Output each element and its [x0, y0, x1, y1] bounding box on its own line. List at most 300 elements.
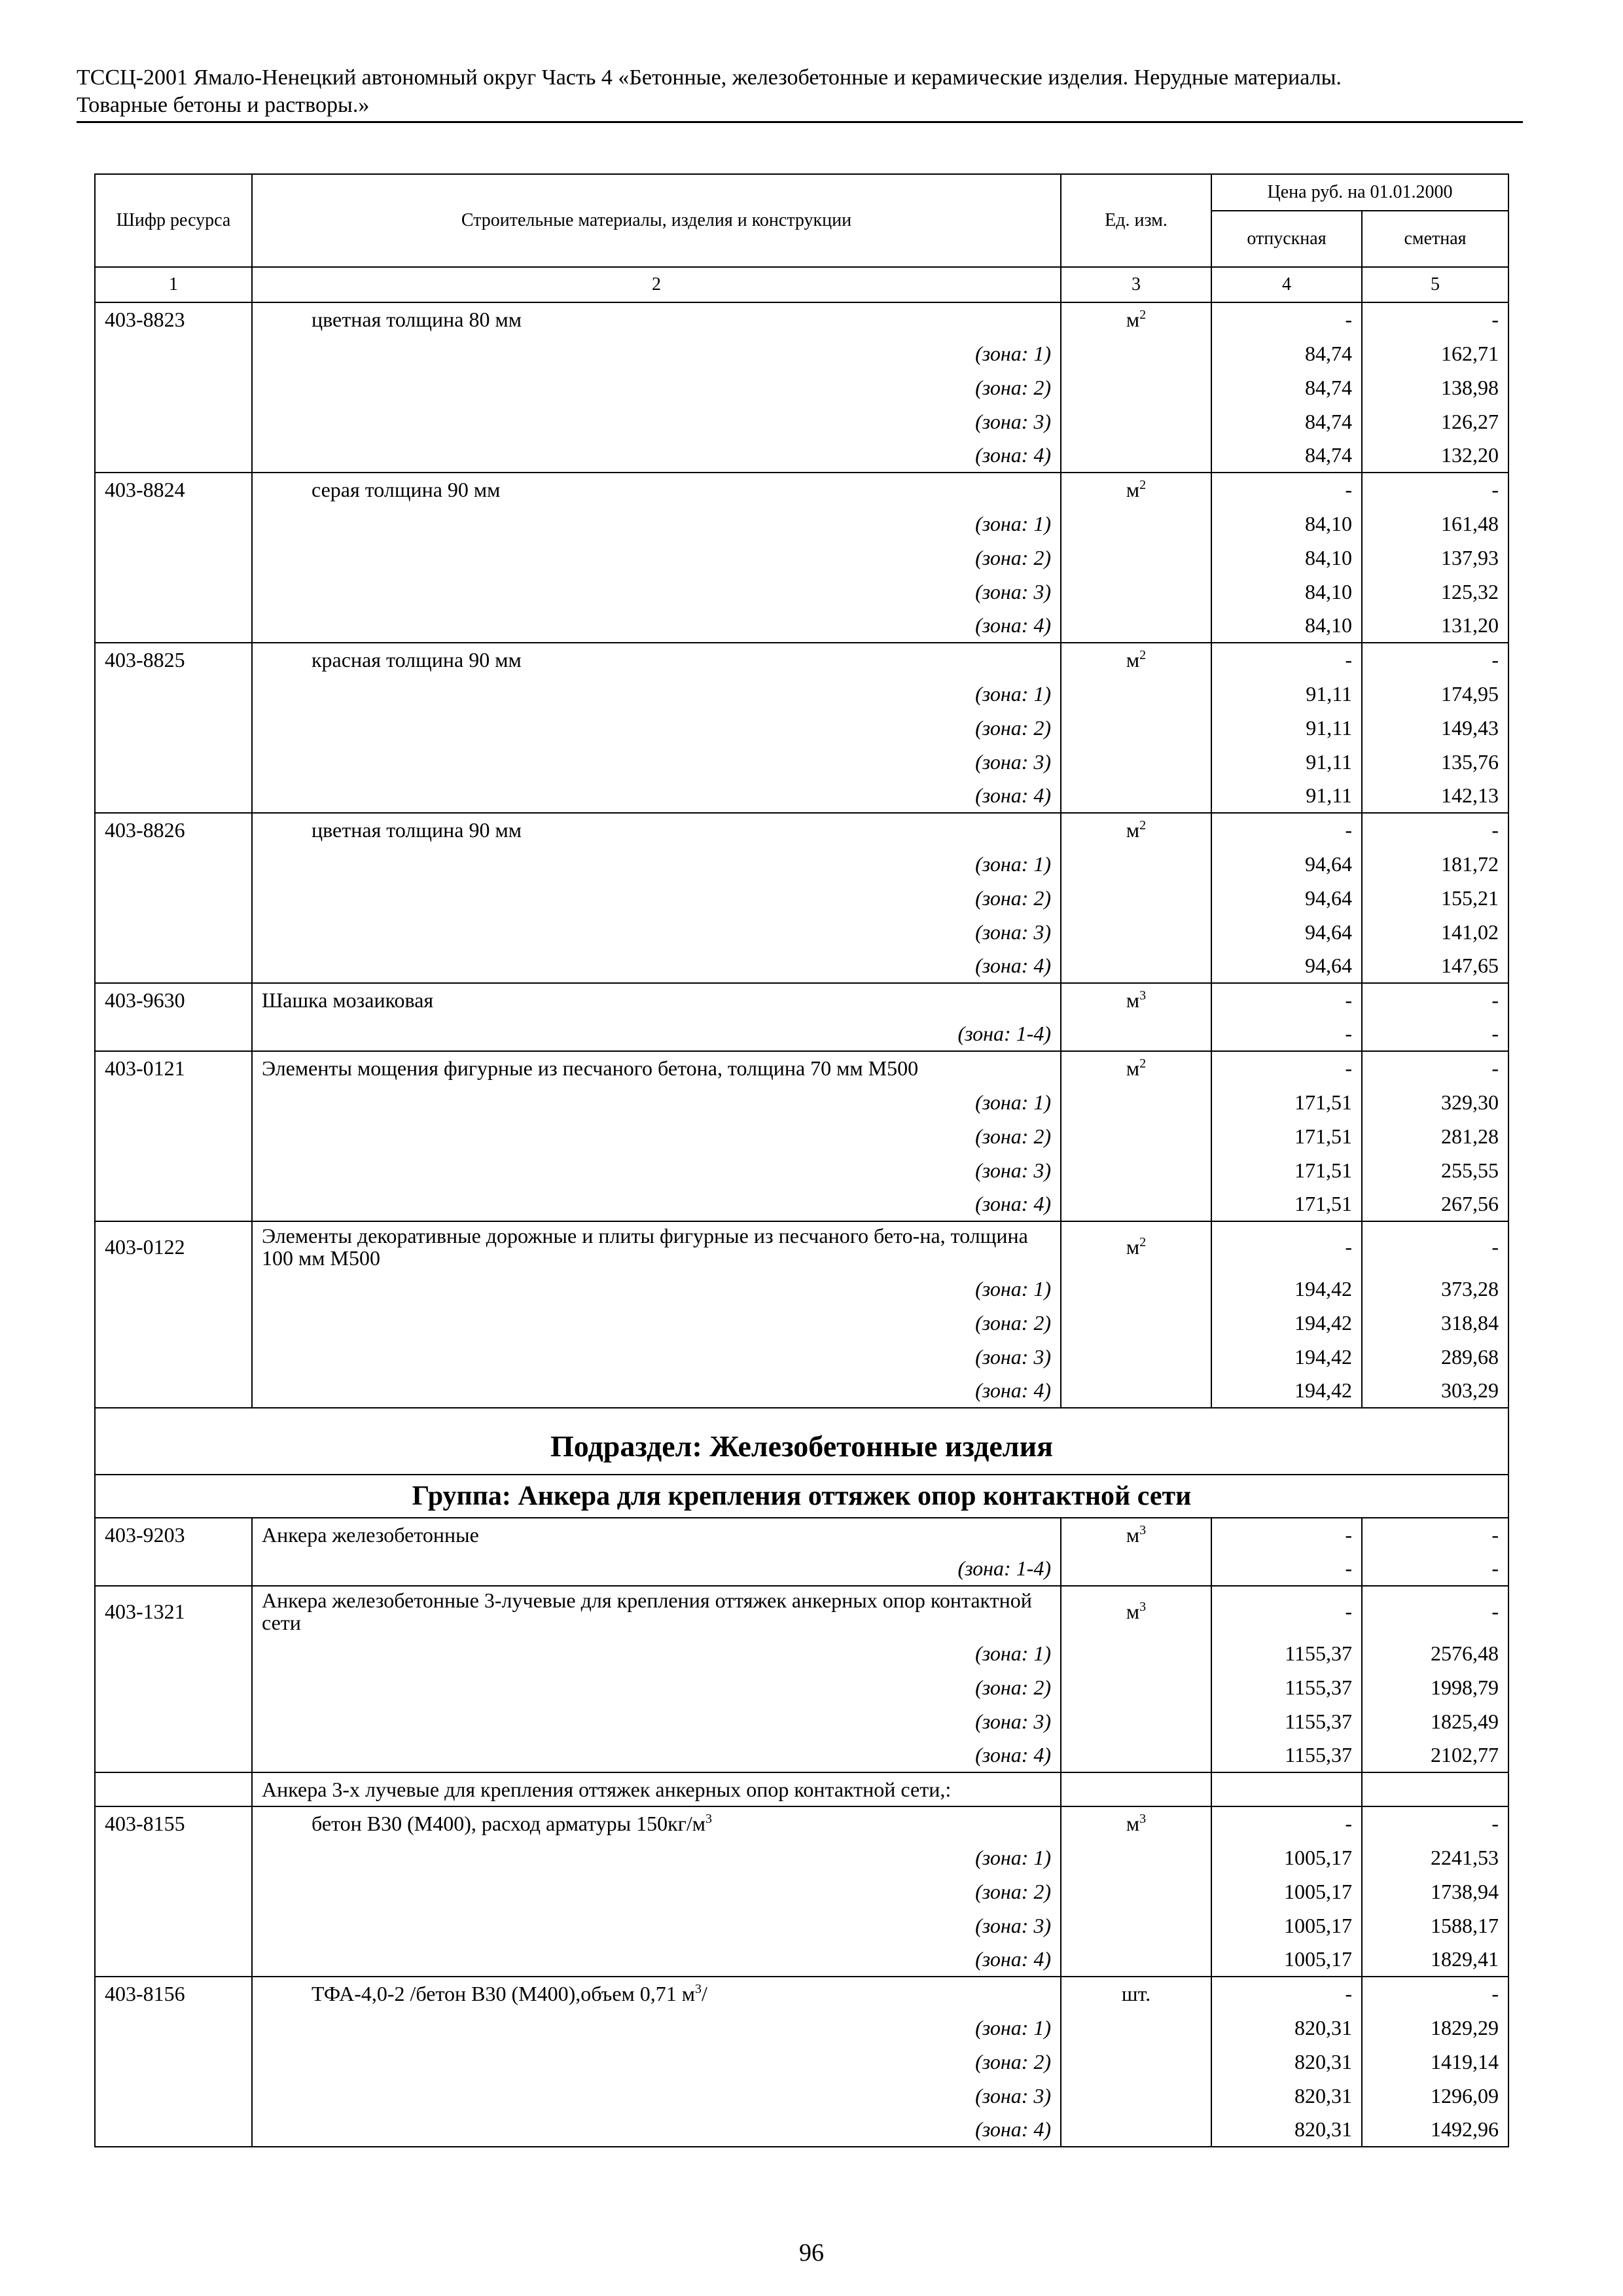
material-name-tail: /	[702, 1982, 707, 2005]
material-name-text: (зона: 2)	[975, 375, 1051, 399]
price-estimate: 161,48	[1362, 507, 1508, 541]
price-release: 1005,17	[1211, 1909, 1362, 1943]
unit-of-measure	[1061, 1518, 1211, 1552]
material-name-text: (зона: 4)	[975, 1947, 1051, 1971]
unit-of-measure	[1061, 813, 1211, 847]
resource-code	[95, 1017, 252, 1051]
price-release: 194,42	[1211, 1374, 1362, 1408]
unit-of-measure	[1061, 1552, 1211, 1586]
resource-code	[95, 1772, 252, 1806]
unit-of-measure	[1061, 1943, 1211, 1977]
material-name-text: (зона: 1)	[975, 1845, 1051, 1869]
unit-of-measure	[1061, 541, 1211, 575]
price-estimate: 181,72	[1362, 847, 1508, 881]
zone-label	[252, 847, 1061, 881]
zone-row	[95, 677, 1508, 711]
price-release: -	[1211, 1806, 1362, 1840]
unit-of-measure	[1061, 1187, 1211, 1221]
column-number: 4	[1211, 267, 1362, 302]
table-row	[95, 1977, 1508, 2011]
zone-row	[95, 2045, 1508, 2079]
zone-label	[252, 1738, 1061, 1772]
unit-of-measure	[1061, 847, 1211, 881]
price-estimate: 126,27	[1362, 404, 1508, 439]
material-name-text: (зона: 2)	[975, 1675, 1051, 1699]
table-row	[95, 302, 1508, 336]
unit-of-measure	[1061, 949, 1211, 983]
zone-row	[95, 881, 1508, 915]
price-release: 820,31	[1211, 2079, 1362, 2113]
resource-code	[95, 847, 252, 881]
material-name-text: серая толщина 90 мм	[312, 478, 501, 501]
price-estimate: 142,13	[1362, 779, 1508, 813]
zone-label	[252, 1874, 1061, 1909]
material-name	[252, 1977, 1061, 2011]
price-estimate: 149,43	[1362, 711, 1508, 745]
resource-code: 403-1321	[95, 1586, 252, 1636]
zone-row	[95, 1943, 1508, 1977]
zone-row	[95, 336, 1508, 370]
zone-label	[252, 711, 1061, 745]
unit-of-measure	[1061, 1051, 1211, 1085]
price-estimate: 138,98	[1362, 370, 1508, 404]
price-estimate: -	[1362, 1806, 1508, 1840]
price-release: 84,10	[1211, 609, 1362, 643]
zone-label	[252, 1119, 1061, 1153]
unit-of-measure	[1061, 1977, 1211, 2011]
group-title: Группа: Анкера для крепления оттяжек опор контактной сети	[95, 1475, 1508, 1518]
zone-row	[95, 1738, 1508, 1772]
zone-row	[95, 1909, 1508, 1943]
price-release: -	[1211, 1552, 1362, 1586]
material-name-text: Элементы мощения фигурные из песчаного бетона, толщина 70 мм М500	[262, 1056, 919, 1080]
price-release: 94,64	[1211, 847, 1362, 881]
material-name	[252, 1051, 1061, 1085]
material-name-text: (зона: 3)	[975, 920, 1051, 944]
table-row	[95, 1518, 1508, 1552]
resource-code	[95, 609, 252, 643]
resource-code	[95, 1874, 252, 1909]
zone-label	[252, 1306, 1061, 1340]
zone-label	[252, 1636, 1061, 1670]
price-release: 84,74	[1211, 404, 1362, 439]
zone-row	[95, 915, 1508, 949]
resource-code	[95, 1636, 252, 1670]
unit-of-measure	[1061, 1272, 1211, 1306]
unit-superscript: 2	[1139, 308, 1147, 322]
price-estimate: 147,65	[1362, 949, 1508, 983]
material-name-text: цветная толщина 80 мм	[312, 308, 522, 331]
unit-text: м	[1126, 1523, 1140, 1547]
column-numbers-row	[95, 267, 1508, 302]
subsection-title: Подраздел: Железобетонные изделия	[95, 1408, 1508, 1475]
document-header	[77, 64, 1523, 119]
unit-superscript: 3	[1139, 1599, 1147, 1614]
resource-code	[95, 1909, 252, 1943]
price-release: -	[1211, 1051, 1362, 1085]
price-release: 84,74	[1211, 439, 1362, 473]
resource-code	[95, 1552, 252, 1586]
resource-code	[95, 439, 252, 473]
zone-label	[252, 575, 1061, 609]
resource-code	[95, 507, 252, 541]
zone-label	[252, 1340, 1061, 1374]
material-name-text: (зона: 1)	[975, 1090, 1051, 1114]
unit-of-measure	[1061, 2079, 1211, 2113]
zone-label	[252, 1909, 1061, 1943]
price-release: -	[1211, 1221, 1362, 1272]
material-name-text: Анкера железобетонные	[262, 1523, 479, 1547]
material-name-text: (зона: 1)	[975, 681, 1051, 706]
unit-of-measure	[1061, 1221, 1211, 1272]
price-release: 1005,17	[1211, 1874, 1362, 1909]
material-name-text: (зона: 3)	[975, 749, 1051, 774]
unit-of-measure	[1061, 1085, 1211, 1119]
unit-of-measure	[1061, 336, 1211, 370]
unit-of-measure	[1061, 1017, 1211, 1051]
resource-code	[95, 404, 252, 439]
price-release: 84,74	[1211, 370, 1362, 404]
price-release: 1005,17	[1211, 1840, 1362, 1874]
unit-of-measure	[1061, 302, 1211, 336]
unit-of-measure	[1061, 915, 1211, 949]
resource-code: 403-0122	[95, 1221, 252, 1272]
price-estimate: 131,20	[1362, 609, 1508, 643]
price-release: 94,64	[1211, 881, 1362, 915]
column-number: 3	[1061, 267, 1211, 302]
price-estimate: 318,84	[1362, 1306, 1508, 1340]
price-estimate: 2102,77	[1362, 1738, 1508, 1772]
resource-code	[95, 370, 252, 404]
zone-label	[252, 949, 1061, 983]
resource-code	[95, 2011, 252, 2045]
zone-row	[95, 745, 1508, 779]
name-superscript: 3	[695, 1982, 702, 1996]
table-header	[95, 174, 1508, 302]
price-release: 84,74	[1211, 336, 1362, 370]
zone-row	[95, 2011, 1508, 2045]
zone-label	[252, 2011, 1061, 2045]
resource-code	[95, 915, 252, 949]
unit-text: м	[1126, 1599, 1140, 1623]
price-estimate: 125,32	[1362, 575, 1508, 609]
material-name	[252, 1806, 1061, 1840]
unit-of-measure	[1061, 1586, 1211, 1636]
price-estimate: -	[1362, 983, 1508, 1017]
material-name-text: (зона: 4)	[975, 613, 1051, 637]
unit-of-measure	[1061, 1840, 1211, 1874]
price-release: 820,31	[1211, 2045, 1362, 2079]
price-estimate: 162,71	[1362, 336, 1508, 370]
price-release: 194,42	[1211, 1306, 1362, 1340]
unit-of-measure	[1061, 1636, 1211, 1670]
zone-row	[95, 1874, 1508, 1909]
zone-row	[95, 1340, 1508, 1374]
material-name-text: Шашка мозаиковая	[262, 988, 434, 1012]
material-name-text: (зона: 2)	[975, 1124, 1051, 1148]
zone-row	[95, 370, 1508, 404]
unit-text: м	[1126, 1234, 1140, 1259]
material-name	[252, 643, 1061, 677]
material-name	[252, 1518, 1061, 1552]
zone-label	[252, 541, 1061, 575]
price-release	[1211, 1772, 1362, 1806]
resource-code	[95, 745, 252, 779]
resource-code: 403-8825	[95, 643, 252, 677]
material-name	[252, 1221, 1061, 1272]
material-name-text: (зона: 4)	[975, 954, 1051, 977]
table-row	[95, 1806, 1508, 1840]
zone-row	[95, 507, 1508, 541]
zone-label	[252, 370, 1061, 404]
price-release: -	[1211, 643, 1362, 677]
price-release: 820,31	[1211, 2113, 1362, 2147]
price-estimate: 1419,14	[1362, 2045, 1508, 2079]
price-estimate: 1829,41	[1362, 1943, 1508, 1977]
zone-row	[95, 1272, 1508, 1306]
price-estimate: 373,28	[1362, 1272, 1508, 1306]
price-release: 1155,37	[1211, 1636, 1362, 1670]
material-name-text: (зона: 4)	[975, 443, 1051, 467]
material-name-text: Анкера железобетонные 3-лучевые для крепления оттяжек анкерных опор контактной сети	[262, 1588, 1032, 1634]
zone-row	[95, 1119, 1508, 1153]
zone-label	[252, 1085, 1061, 1119]
table-row	[95, 813, 1508, 847]
material-name-text: (зона: 3)	[975, 1158, 1051, 1182]
price-estimate: -	[1362, 1518, 1508, 1552]
material-name-text: (зона: 2)	[975, 2049, 1051, 2073]
subsection-heading-row	[95, 1408, 1508, 1475]
price-estimate: -	[1362, 813, 1508, 847]
resource-code	[95, 2045, 252, 2079]
zone-label	[252, 1670, 1061, 1704]
price-estimate: 132,20	[1362, 439, 1508, 473]
price-release: -	[1211, 473, 1362, 507]
unit-of-measure	[1061, 439, 1211, 473]
material-name-text: (зона: 3)	[975, 1344, 1051, 1369]
price-release: 84,10	[1211, 575, 1362, 609]
resource-code	[95, 1085, 252, 1119]
unit-text: м	[1126, 1056, 1140, 1080]
resource-code	[95, 1840, 252, 1874]
material-name-text: (зона: 2)	[975, 886, 1051, 910]
price-estimate: 267,56	[1362, 1187, 1508, 1221]
price-estimate: 255,55	[1362, 1153, 1508, 1187]
unit-of-measure	[1061, 1306, 1211, 1340]
unit-of-measure	[1061, 1119, 1211, 1153]
header-name: Строительные материалы, изделия и конструкции	[252, 174, 1061, 267]
price-release: 171,51	[1211, 1085, 1362, 1119]
resource-code	[95, 1187, 252, 1221]
price-estimate: 289,68	[1362, 1340, 1508, 1374]
zone-row	[95, 439, 1508, 473]
resource-code	[95, 1119, 252, 1153]
header-unit: Ед. изм.	[1061, 174, 1211, 267]
zone-row	[95, 1017, 1508, 1051]
resource-code: 403-8156	[95, 1977, 252, 2011]
material-name-text: (зона: 3)	[975, 579, 1051, 603]
unit-of-measure	[1061, 370, 1211, 404]
zone-row	[95, 1085, 1508, 1119]
price-estimate: 1738,94	[1362, 1874, 1508, 1909]
price-release: 91,11	[1211, 711, 1362, 745]
table-row	[95, 1051, 1508, 1085]
material-name-text: (зона: 3)	[975, 1709, 1051, 1733]
resource-code: 403-9203	[95, 1518, 252, 1552]
material-name-text: (зона: 4)	[975, 2117, 1051, 2141]
unit-text: м	[1126, 988, 1140, 1012]
price-estimate: 1998,79	[1362, 1670, 1508, 1704]
price-release: -	[1211, 813, 1362, 847]
unit-text: м	[1126, 478, 1140, 501]
price-estimate: 1588,17	[1362, 1909, 1508, 1943]
unit-text: м	[1126, 308, 1140, 331]
price-estimate: -	[1362, 302, 1508, 336]
unit-of-measure	[1061, 473, 1211, 507]
zone-row	[95, 609, 1508, 643]
resource-code	[95, 881, 252, 915]
zone-label	[252, 677, 1061, 711]
resource-code	[95, 2113, 252, 2147]
resource-code	[95, 2079, 252, 2113]
zone-row	[95, 1187, 1508, 1221]
price-estimate: -	[1362, 1051, 1508, 1085]
page-number: 96	[799, 2239, 824, 2267]
material-name-text: (зона: 2)	[975, 1879, 1051, 1903]
unit-of-measure	[1061, 1874, 1211, 1909]
resource-code	[95, 1306, 252, 1340]
material-name	[252, 1586, 1061, 1636]
zone-row	[95, 541, 1508, 575]
price-release: -	[1211, 1586, 1362, 1636]
unit-of-measure	[1061, 2045, 1211, 2079]
price-estimate: 303,29	[1362, 1374, 1508, 1408]
resource-code	[95, 1374, 252, 1408]
material-name-text: (зона: 1-4)	[957, 1556, 1051, 1580]
material-name-text: (зона: 1)	[975, 341, 1051, 365]
price-release: 194,42	[1211, 1272, 1362, 1306]
table-body	[95, 302, 1508, 2147]
zone-label	[252, 1187, 1061, 1221]
material-name-text: (зона: 4)	[975, 783, 1051, 807]
zone-label	[252, 1017, 1061, 1051]
price-release: 84,10	[1211, 507, 1362, 541]
unit-of-measure	[1061, 677, 1211, 711]
resource-code	[95, 575, 252, 609]
resource-code: 403-8823	[95, 302, 252, 336]
price-estimate: 1296,09	[1362, 2079, 1508, 2113]
table-row	[95, 473, 1508, 507]
material-name-text: (зона: 4)	[975, 1192, 1051, 1215]
resource-code	[95, 1738, 252, 1772]
zone-row	[95, 779, 1508, 813]
material-name	[252, 473, 1061, 507]
material-name-text: (зона: 1-4)	[957, 1022, 1051, 1045]
material-name	[252, 813, 1061, 847]
material-name-text: Анкера 3-х лучевые для крепления оттяжек анкерных опор контактной сети,:	[262, 1777, 952, 1801]
resource-code: 403-8826	[95, 813, 252, 847]
resource-code: 403-8824	[95, 473, 252, 507]
zone-row	[95, 1374, 1508, 1408]
zone-label	[252, 609, 1061, 643]
unit-of-measure	[1061, 1374, 1211, 1408]
price-release: 194,42	[1211, 1340, 1362, 1374]
zone-label	[252, 439, 1061, 473]
zone-label	[252, 336, 1061, 370]
unit-of-measure	[1061, 575, 1211, 609]
zone-label	[252, 1840, 1061, 1874]
zone-label	[252, 2113, 1061, 2147]
column-number: 1	[95, 267, 252, 302]
resource-code	[95, 1943, 252, 1977]
price-estimate: 137,93	[1362, 541, 1508, 575]
zone-label	[252, 2079, 1061, 2113]
table-row	[95, 643, 1508, 677]
zone-row	[95, 404, 1508, 439]
resource-code: 403-0121	[95, 1051, 252, 1085]
resource-code	[95, 1704, 252, 1738]
zone-row	[95, 2079, 1508, 2113]
material-name-text: (зона: 1)	[975, 1276, 1051, 1300]
resource-code	[95, 541, 252, 575]
price-estimate: 1829,29	[1362, 2011, 1508, 2045]
material-name-text: ТФА-4,0-2 /бетон В30 (М400),объем 0,71 м	[312, 1982, 696, 2005]
zone-row	[95, 949, 1508, 983]
price-estimate: -	[1362, 1586, 1508, 1636]
zone-row	[95, 1840, 1508, 1874]
material-name	[252, 983, 1061, 1017]
price-release: -	[1211, 1518, 1362, 1552]
price-release: 94,64	[1211, 915, 1362, 949]
material-name-text: (зона: 1)	[975, 1641, 1051, 1665]
material-name-text: (зона: 3)	[975, 1913, 1051, 1937]
unit-superscript: 2	[1139, 818, 1147, 833]
zone-label	[252, 1704, 1061, 1738]
material-name-text: (зона: 1)	[975, 511, 1051, 535]
unit-of-measure	[1061, 779, 1211, 813]
price-estimate: -	[1362, 1221, 1508, 1272]
price-release: 1155,37	[1211, 1738, 1362, 1772]
price-release: 171,51	[1211, 1153, 1362, 1187]
zone-label	[252, 1153, 1061, 1187]
material-name-text: бетон В30 (М400), расход арматуры 150кг/м	[312, 1812, 705, 1835]
resource-code: 403-9630	[95, 983, 252, 1017]
name-superscript: 3	[705, 1812, 712, 1826]
zone-row	[95, 1306, 1508, 1340]
group-heading-row	[95, 1475, 1508, 1518]
price-estimate: 1825,49	[1362, 1704, 1508, 1738]
unit-of-measure	[1061, 2113, 1211, 2147]
resource-code	[95, 1340, 252, 1374]
price-release: 171,51	[1211, 1187, 1362, 1221]
unit-of-measure	[1061, 404, 1211, 439]
header-price-estimate: сметная	[1362, 211, 1508, 267]
material-name-text: (зона: 4)	[975, 1743, 1051, 1767]
material-name-text: цветная толщина 90 мм	[312, 818, 522, 842]
unit-superscript: 2	[1139, 1234, 1147, 1249]
price-release: 820,31	[1211, 2011, 1362, 2045]
price-release: 84,10	[1211, 541, 1362, 575]
unit-of-measure	[1061, 1704, 1211, 1738]
zone-row	[95, 1670, 1508, 1704]
zone-row	[95, 847, 1508, 881]
material-name-text: (зона: 2)	[975, 545, 1051, 569]
unit-of-measure	[1061, 2011, 1211, 2045]
price-estimate: 135,76	[1362, 745, 1508, 779]
unit-of-measure	[1061, 983, 1211, 1017]
unit-of-measure	[1061, 1738, 1211, 1772]
price-release: -	[1211, 1017, 1362, 1051]
